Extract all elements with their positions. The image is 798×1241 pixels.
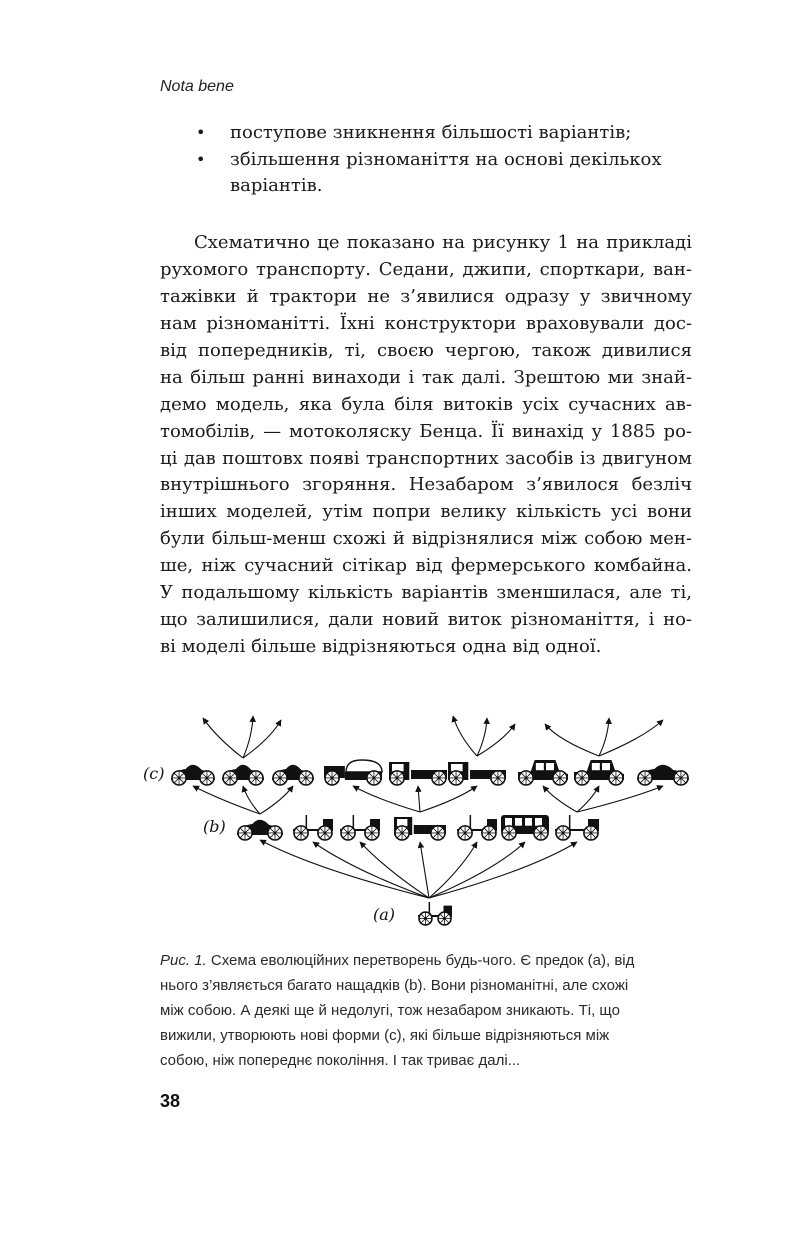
vehicle-b-7 bbox=[555, 815, 599, 840]
vehicle-silhouettes bbox=[171, 760, 689, 925]
arrow-c-up-7 bbox=[545, 724, 599, 756]
vehicle-c-4 bbox=[324, 760, 382, 785]
paragraph-line: що залишилися, дали новий виток різноманіття, і но- bbox=[160, 609, 692, 631]
vehicle-b-4 bbox=[394, 817, 446, 840]
arrow-a-b-5 bbox=[429, 842, 477, 898]
arrow-b-c-6 bbox=[420, 786, 477, 812]
vehicle-c-5 bbox=[389, 762, 447, 785]
paragraph-line: на більш ранні винаходи і так далі. Зрештою ми знай- bbox=[160, 366, 692, 388]
caption-text: Схема еволюційних перетворень будь-чого. Є предок (a), від bbox=[206, 952, 635, 969]
label-c: (c) bbox=[143, 764, 165, 783]
vehicle-b-6 bbox=[501, 815, 549, 840]
bullet-text: варіантів. bbox=[230, 175, 323, 196]
vehicle-c-8 bbox=[574, 760, 624, 785]
arrow-c-up-1 bbox=[203, 718, 243, 758]
arrow-b-c-4 bbox=[353, 786, 420, 812]
vehicle-c-9 bbox=[637, 765, 689, 785]
vehicle-b-5 bbox=[457, 815, 497, 840]
paragraph-line: рухомого транспорту. Седани, джипи, спорткари, ван- bbox=[160, 258, 692, 280]
bullet-text: збільшення різноманіття на основі декількох bbox=[230, 148, 662, 170]
label-a: (a) bbox=[373, 905, 396, 924]
caption-line bbox=[160, 948, 700, 973]
arrow-b-c-5 bbox=[418, 786, 420, 812]
arrow-b-c-7 bbox=[543, 786, 577, 812]
arrow-a-b-2 bbox=[313, 842, 429, 898]
paragraph-line: ше, ніж сучасний сітікар від фермерського комбайна. bbox=[160, 555, 692, 577]
paragraph-line: від попередників, ті, своєю чергою, також дивилися bbox=[160, 339, 692, 361]
bullet-item bbox=[190, 120, 710, 147]
evolution-diagram bbox=[135, 700, 705, 930]
arrow-b-c-3 bbox=[260, 786, 293, 814]
caption-line: вижили, утворюють нові форми (c), які більше відрізняються між bbox=[160, 1027, 610, 1044]
arrow-b-c-8 bbox=[577, 786, 599, 812]
label-b: (b) bbox=[203, 817, 226, 836]
bullet-icon: • bbox=[196, 123, 206, 142]
paragraph-line: демо модель, яка була біля витоків усіх сучасних ав- bbox=[160, 393, 692, 415]
vehicle-c-2 bbox=[222, 765, 264, 785]
bullet-icon: • bbox=[196, 149, 206, 169]
paragraph-line: Схематично це показано на рисунку 1 на прикладі bbox=[194, 232, 692, 253]
paragraph-line: томобілів, — мотоколяску Бенца. Її винахід у 1885 ро- bbox=[160, 420, 692, 442]
vehicle-a-ancestor bbox=[418, 902, 452, 925]
page-number: 38 bbox=[160, 1091, 181, 1111]
vehicle-c-6 bbox=[448, 762, 506, 785]
vehicle-c-3 bbox=[272, 765, 314, 785]
arrow-a-b-7 bbox=[429, 842, 577, 898]
paragraph-line: У подальшому кількість варіантів зменшилася, але ті, bbox=[160, 582, 692, 604]
arrow-a-b-1 bbox=[260, 840, 429, 898]
paragraph-line: тажівки й трактори не з’явилися одразу у звичному bbox=[160, 285, 692, 307]
figure-caption bbox=[160, 948, 700, 1073]
paragraph-line: нам різноманітті. Їхні конструктори враховували дос- bbox=[160, 312, 692, 334]
arrow-c-up-3 bbox=[243, 720, 281, 758]
body-paragraph bbox=[160, 230, 692, 661]
vehicle-b-2 bbox=[293, 815, 333, 840]
vehicle-c-7 bbox=[518, 760, 568, 785]
arrow-a-b-4 bbox=[420, 842, 429, 898]
running-header: Nota bene bbox=[160, 78, 234, 95]
arrow-a-b-6 bbox=[429, 842, 525, 898]
arrow-b-c-2 bbox=[243, 786, 260, 814]
caption-line: собою, ніж попереднє покоління. І так триває далі... bbox=[160, 1052, 521, 1069]
bullet-item bbox=[190, 147, 710, 200]
arrow-c-up-4 bbox=[453, 716, 477, 756]
paragraph-line: внутрішнього згоряння. Незабаром з’явилося безліч bbox=[160, 474, 692, 496]
vehicle-c-1 bbox=[171, 765, 215, 785]
paragraph-line: ві моделі більше відрізняються одна від одної. bbox=[160, 636, 602, 658]
evolution-arrows bbox=[193, 716, 663, 898]
bullet-text: поступове зникнення більшості варіантів; bbox=[230, 122, 632, 143]
vehicle-b-3 bbox=[340, 815, 380, 840]
bullet-list bbox=[190, 120, 710, 200]
arrow-c-up-8 bbox=[599, 718, 609, 756]
caption-figure-ref: Рис. 1. bbox=[160, 952, 207, 969]
caption-line: нього з’являється багато нащадків (b). Вони різноманітні, але схожі bbox=[160, 977, 629, 994]
arrow-a-b-3 bbox=[360, 842, 429, 898]
paragraph-line: ці дав поштовх появі транспортних засобів із двигуном bbox=[160, 447, 692, 469]
caption-line: між собою. А деякі ще й недолугі, тож незабаром зникають. Ті, що bbox=[160, 1002, 620, 1019]
vehicle-b-1 bbox=[237, 820, 283, 840]
paragraph-line: були більш-менш схожі й відрізнялися між собою мен- bbox=[160, 528, 692, 550]
paragraph-line: інших моделей, утім попри велику кількість усі вони bbox=[160, 501, 692, 523]
